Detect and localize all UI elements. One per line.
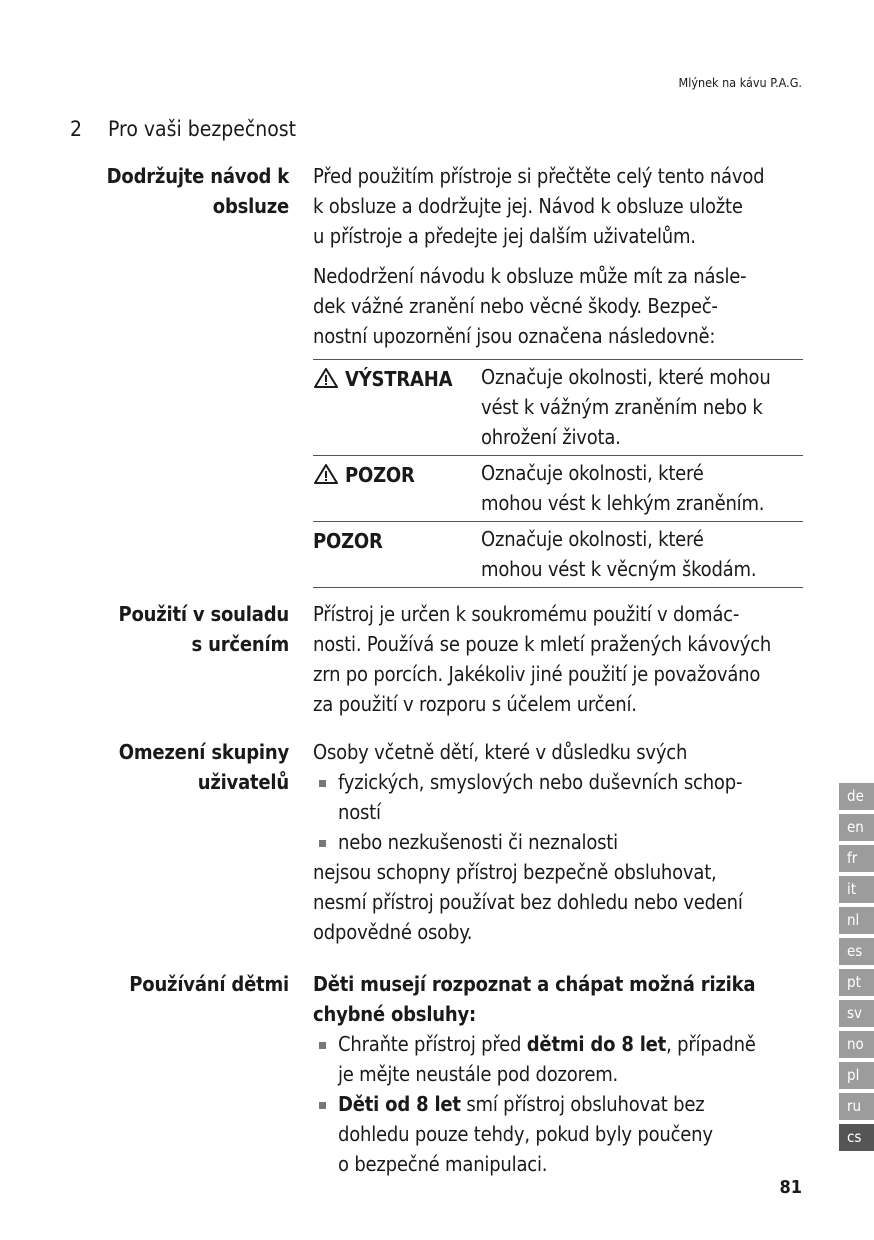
section-body: Osoby včetně dětí, které v důsledku svých fyzických, smyslových nebo duševních schop- ností nebo nezkušenosti či neznalosti nejsou schopny přístroj bezpečně obsluhovat, nesmí přístroj používat bez dohledu nebo vedení odpovědné osoby.	[313, 737, 803, 947]
section-label: Dodržujte návod k obsluze	[106, 164, 289, 218]
language-tab-pt[interactable]: pt	[839, 969, 874, 996]
list-item: nebo nezkušenosti či neznalosti	[313, 827, 803, 857]
list-item: Chraňte přístroj před dětmi do 8 let, případně je mějte neustále pod dozorem.	[313, 1029, 803, 1089]
chapter-title: Pro vaši bezpečnost	[108, 117, 297, 141]
bullet-list	[313, 1029, 803, 1179]
signal-word: POZOR	[313, 529, 383, 553]
warning-triangle-icon	[313, 367, 339, 389]
signal-word: VÝSTRAHA	[313, 360, 481, 456]
language-tabs	[839, 783, 874, 1155]
list-item: Děti od 8 let smí přístroj obsluhovat bez dohledu pouze tehdy, pokud byly poučeny o bezpečné manipulaci.	[313, 1089, 803, 1179]
page-number: 81	[779, 1177, 802, 1198]
language-tab-no[interactable]: no	[839, 1031, 874, 1058]
table-row	[313, 522, 803, 588]
language-tab-es[interactable]: es	[839, 938, 874, 965]
chapter-number: 2	[70, 117, 83, 141]
signal-description: Označuje okolnosti, které mohou vést k lehkým zraněním.	[481, 461, 765, 515]
chapter-heading	[70, 117, 296, 141]
section-label: Omezení skupiny uživatelů	[118, 740, 289, 794]
paragraph: Před použitím přístroje si přečtěte celý tento návod k obsluze a dodržujte jej. Návod k obsluze uložte u přístroje a předejte jej dalším uživatelům.	[313, 164, 765, 248]
language-tab-it[interactable]: it	[839, 876, 874, 903]
table-row	[313, 360, 803, 456]
language-tab-de[interactable]: de	[839, 783, 874, 810]
signal-description: Označuje okolnosti, které mohou vést k věcným škodám.	[481, 527, 757, 581]
section-body: Děti musejí rozpoznat a chápat možná rizika chybné obsluhy: Chraňte přístroj před dětmi do 8 let, případně je mějte neustále pod dozorem. Děti od 8 let smí přístroj obsluhovat bez dohledu pouze tehdy, pokud byly poučeny o bezpečné manipulaci.	[313, 969, 803, 1179]
signal-word: POZOR	[313, 456, 481, 522]
language-tab-nl[interactable]: nl	[839, 907, 874, 934]
paragraph: Nedodržení návodu k obsluze může mít za násle- dek vážné zranění nebo věcné škody. Bezpeč- nostní upozornění jsou označena následovně:	[313, 264, 747, 348]
language-tab-sv[interactable]: sv	[839, 1000, 874, 1027]
language-tab-cs[interactable]: cs	[839, 1124, 874, 1151]
signal-description: Označuje okolnosti, které mohou vést k vážným zraněním nebo k ohrožení života.	[481, 365, 771, 449]
section-body	[313, 161, 803, 588]
warning-triangle-icon	[313, 463, 339, 485]
running-header: Mlýnek na kávu P.A.G.	[678, 75, 802, 90]
language-tab-en[interactable]: en	[839, 814, 874, 841]
bullet-list	[313, 767, 803, 857]
table-row	[313, 456, 803, 522]
language-tab-pl[interactable]: pl	[839, 1062, 874, 1089]
language-tab-fr[interactable]: fr	[839, 845, 874, 872]
section-label: Použití v souladu s určením	[118, 602, 289, 656]
list-item: fyzických, smyslových nebo duševních schop- ností	[313, 767, 803, 827]
section-body: Přístroj je určen k soukromému použití v domác- nosti. Používá se pouze k mletí pražených kávových zrn po porcích. Jakékoliv jiné použití je považováno za použití v rozporu s účelem určení.	[313, 602, 772, 716]
language-tab-ru[interactable]: ru	[839, 1093, 874, 1120]
section-label: Používání dětmi	[129, 972, 289, 996]
signal-word-table	[313, 359, 803, 588]
